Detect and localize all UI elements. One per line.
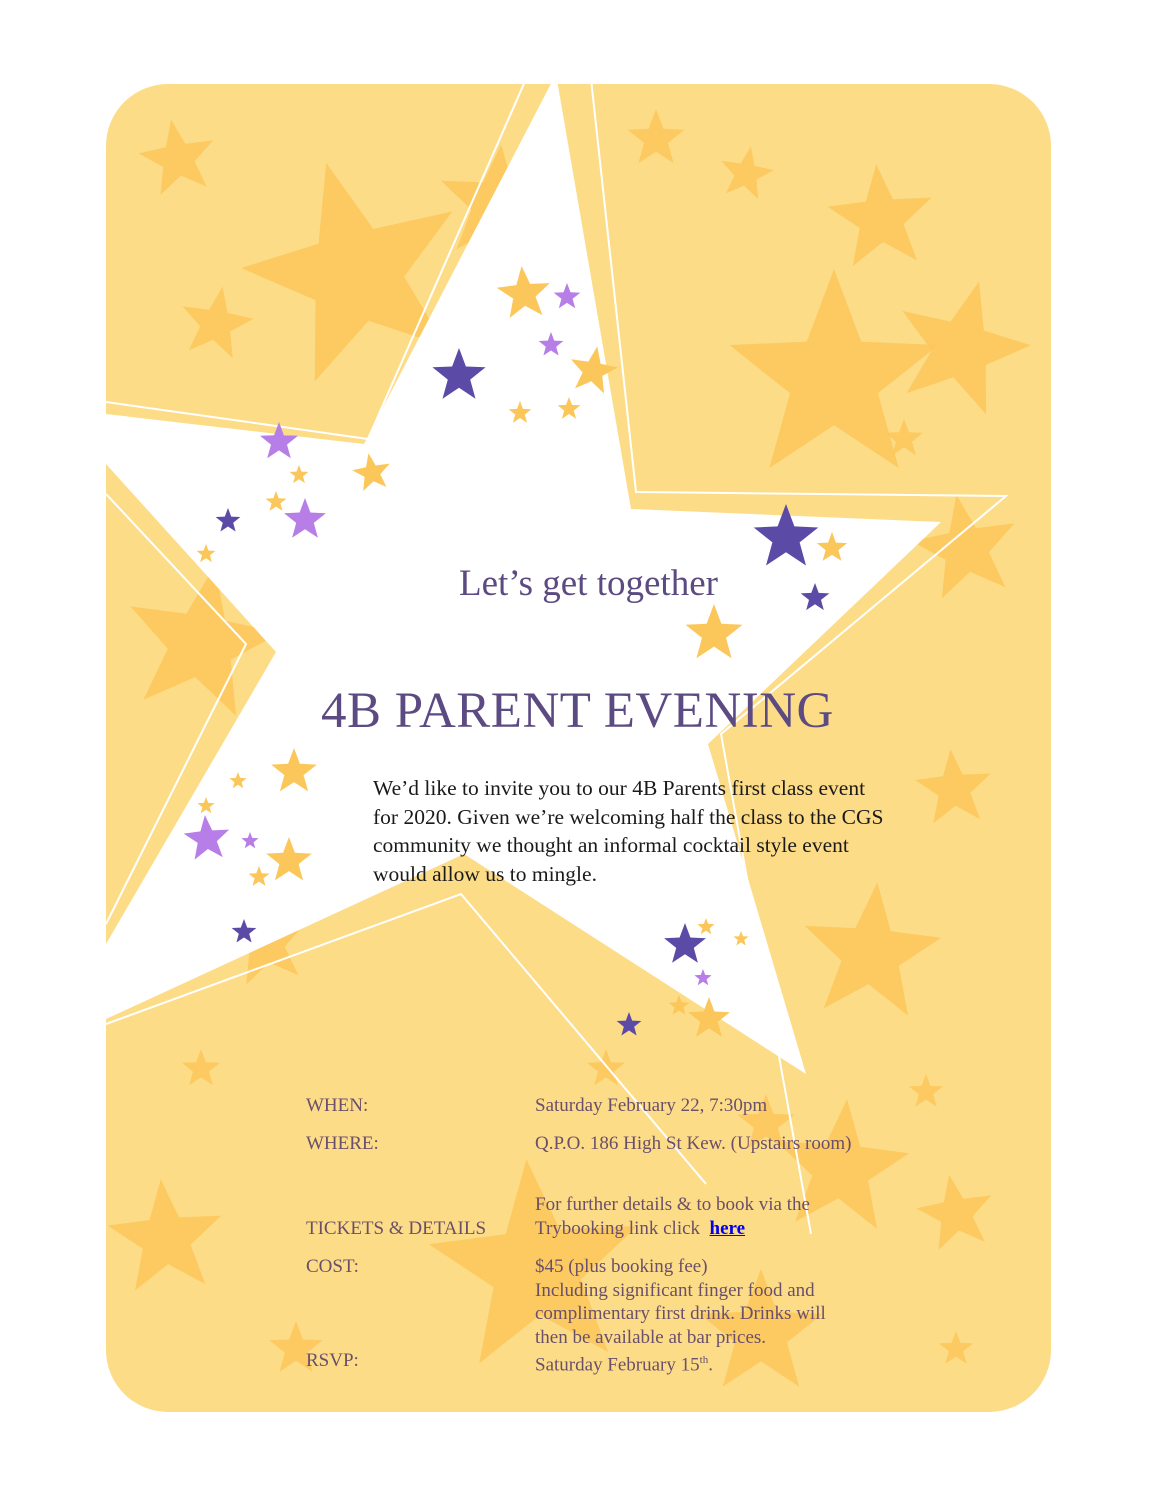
- cost-label: COST:: [306, 1256, 359, 1277]
- background-star-icon: [939, 1331, 973, 1364]
- invitation-card: [106, 84, 1051, 1412]
- background-star-icon: [721, 146, 773, 199]
- confetti-star-icon: [669, 995, 690, 1015]
- background-star-icon: [628, 109, 685, 163]
- tickets-line-1: For further details & to book via the: [535, 1194, 810, 1215]
- intro-paragraph: We’d like to invite you to our 4B Parents first class event for 2020. Given we’re welcoming half the class to the CGS community we thought an informal cocktail style event would allow us to mingle.: [373, 776, 884, 886]
- cost-value: [535, 1255, 895, 1349]
- rsvp-value: [535, 1349, 895, 1377]
- background-star-icon: [182, 287, 253, 359]
- background-star-icon: [909, 1074, 943, 1107]
- cost-line-3: complimentary first drink. Drinks will: [535, 1303, 826, 1324]
- cost-line-4: then be available at bar prices.: [535, 1326, 767, 1348]
- rsvp-end: .: [708, 1354, 713, 1376]
- booking-link[interactable]: here: [709, 1217, 746, 1239]
- page-title: 4B PARENT EVENING: [321, 683, 834, 739]
- tickets-line-2-text: Trybooking link click: [535, 1217, 701, 1239]
- rsvp-date: Saturday February 15: [535, 1354, 700, 1376]
- background-star-icon: [108, 1179, 222, 1290]
- rsvp-suffix: th: [699, 1354, 709, 1366]
- cost-line-2: Including significant finger food and: [535, 1279, 815, 1301]
- background-star-icon: [138, 120, 213, 195]
- background-star-icon: [915, 749, 991, 823]
- subtitle: Let’s get together: [459, 563, 718, 604]
- when-label: WHEN:: [306, 1095, 369, 1116]
- where-label: WHERE:: [306, 1133, 379, 1154]
- confetti-star-icon: [617, 1012, 642, 1036]
- tickets-label: TICKETS & DETAILS: [306, 1218, 487, 1239]
- background-star-icon: [827, 164, 931, 266]
- cost-line-1: $45 (plus booking fee): [535, 1256, 708, 1277]
- tickets-value: [535, 1193, 895, 1240]
- rsvp-label: RSVP:: [306, 1350, 359, 1371]
- when-value: Saturday February 22, 7:30pm: [535, 1095, 768, 1116]
- where-value: Q.P.O. 186 High St Kew. (Upstairs room): [535, 1133, 852, 1154]
- background-star-icon: [916, 1175, 991, 1250]
- background-star-icon: [182, 1049, 220, 1085]
- background-star-icon: [805, 882, 942, 1015]
- tickets-line-2: [535, 1217, 895, 1241]
